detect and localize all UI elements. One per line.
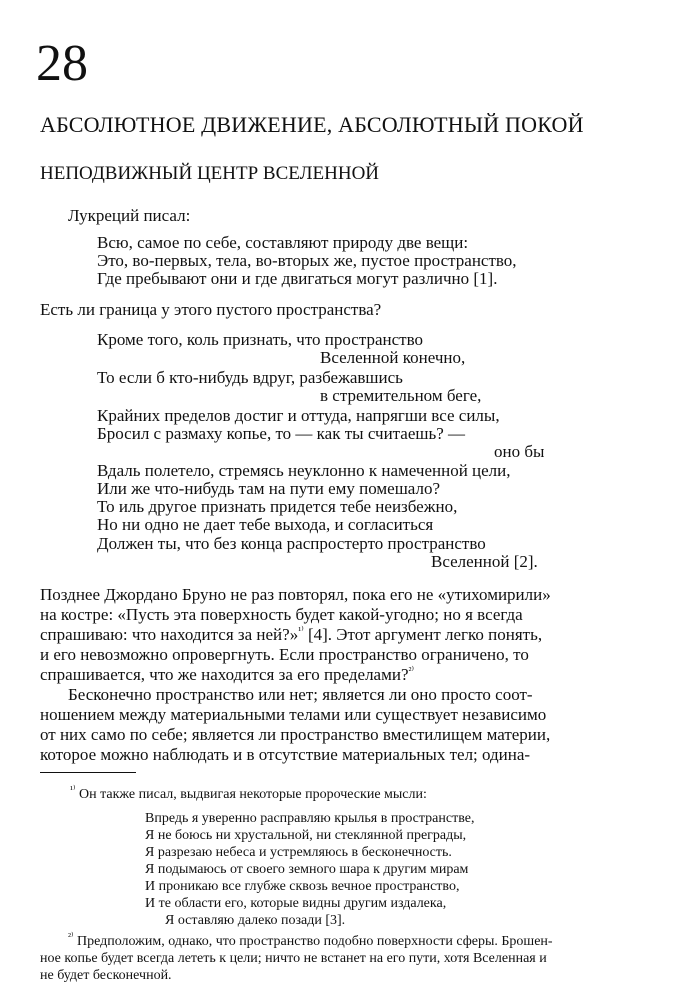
verse-line: Где пребывают они и где двигаться могут различно [1]. bbox=[97, 269, 498, 288]
footnote-text: не будет бесконечной. bbox=[40, 968, 172, 983]
paragraph-line: и его невозможно опровергнуть. Если пространство ограничено, то bbox=[40, 645, 529, 664]
verse-line: Всю, самое по себе, составляют природу две вещи: bbox=[97, 233, 469, 252]
paragraph-line bbox=[40, 665, 414, 685]
paragraph-line: на костре: «Пусть эта поверхность будет какой-угодно; но я всегда bbox=[40, 605, 523, 624]
footnote-verse-line: И те области его, которые видны другим издалека, bbox=[145, 896, 447, 911]
paragraph-lucretius-intro: Лукреций писал: bbox=[68, 206, 191, 225]
footnote-ref[interactable]: ²⁾ bbox=[408, 665, 414, 677]
footnote-verse-line: И проникаю все глубже сквозь вечное пространство, bbox=[145, 879, 460, 894]
verse-line: То если б кто-нибудь вдруг, разбежавшись bbox=[97, 368, 403, 387]
footnote-divider bbox=[40, 772, 136, 773]
footnote-verse-line: Я не боюсь ни хрустальной, ни стеклянной преграды, bbox=[145, 828, 467, 843]
footnote-mark: ²⁾ bbox=[68, 931, 74, 943]
footnote-ref[interactable]: ¹⁾ bbox=[298, 625, 304, 637]
verse-line: Или же что-нибудь там на пути ему помешало? bbox=[97, 479, 441, 498]
verse-line: Вселенной [2]. bbox=[431, 552, 538, 571]
paragraph-line: Бесконечно пространство или нет; является ли оно просто соот- bbox=[68, 685, 533, 704]
paragraph-text: спрашивается, что же находится за его пределами? bbox=[40, 665, 409, 684]
footnote-text: Предположим, однако, что пространство подобно поверхности сферы. Брошен- bbox=[76, 934, 553, 949]
section-title: НЕПОДВИЖНЫЙ ЦЕНТР ВСЕЛЕННОЙ bbox=[40, 163, 380, 184]
paragraph-text: спрашиваю: что находится за ней?» bbox=[40, 625, 299, 644]
footnote-text: Он также писал, выдвигая некоторые пророческие мысли: bbox=[78, 787, 427, 802]
footnote-mark: ¹⁾ bbox=[70, 784, 76, 796]
footnote-text: ное копье будет всегда лететь к цели; ничто не встанет на его пути, хотя Вселенная и bbox=[40, 951, 547, 966]
verse-line: Вдаль полетело, стремясь неуклонно к намеченной цели, bbox=[97, 461, 511, 480]
verse-line: Кроме того, коль признать, что пространство bbox=[97, 330, 424, 349]
verse-line: Бросил с размаху копье, то — как ты считаешь? — bbox=[97, 424, 466, 443]
paragraph-question: Есть ли граница у этого пустого пространства? bbox=[40, 300, 382, 319]
verse-line: оно бы bbox=[494, 442, 545, 461]
paragraph-line: ношением между материальными телами или существует независимо bbox=[40, 705, 547, 724]
footnote-1 bbox=[70, 786, 427, 804]
verse-line: в стремительном беге, bbox=[320, 386, 482, 405]
verse-line: Вселенной конечно, bbox=[320, 348, 466, 367]
verse-line: Должен ты, что без конца распростерто пространство bbox=[97, 534, 486, 553]
paragraph-line: которое можно наблюдать и в отсутствие материальных тел; одина- bbox=[40, 745, 531, 764]
verse-line: То иль другое признать придется тебе неизбежно, bbox=[97, 497, 458, 516]
paragraph-text: [4]. Этот аргумент легко понять, bbox=[307, 625, 543, 644]
chapter-number: 28 bbox=[36, 35, 88, 92]
chapter-title: АБСОЛЮТНОЕ ДВИЖЕНИЕ, АБСОЛЮТНЫЙ ПОКОЙ bbox=[40, 112, 584, 137]
paragraph-line: от них само по себе; является ли пространство вместилищем материи, bbox=[40, 725, 551, 744]
footnote-verse-line: Я подымаюсь от своего земного шара к другим мирам bbox=[145, 862, 469, 877]
footnote-verse-line: Я разрезаю небеса и устремляюсь в бесконечность. bbox=[145, 845, 452, 860]
footnote-2 bbox=[68, 933, 553, 951]
footnote-verse-line: Впредь я уверенно расправляю крылья в пространстве, bbox=[145, 811, 475, 826]
footnote-verse-line: Я оставляю далеко позади [3]. bbox=[165, 913, 346, 928]
verse-line: Это, во-первых, тела, во-вторых же, пустое пространство, bbox=[97, 251, 517, 270]
verse-line: Но ни одно не дает тебе выхода, и согласиться bbox=[97, 515, 434, 534]
verse-line: Крайних пределов достиг и оттуда, напрягши все силы, bbox=[97, 406, 500, 425]
paragraph-line bbox=[40, 625, 542, 645]
paragraph-line: Позднее Джордано Бруно не раз повторял, пока его не «утихомирили» bbox=[40, 585, 551, 604]
